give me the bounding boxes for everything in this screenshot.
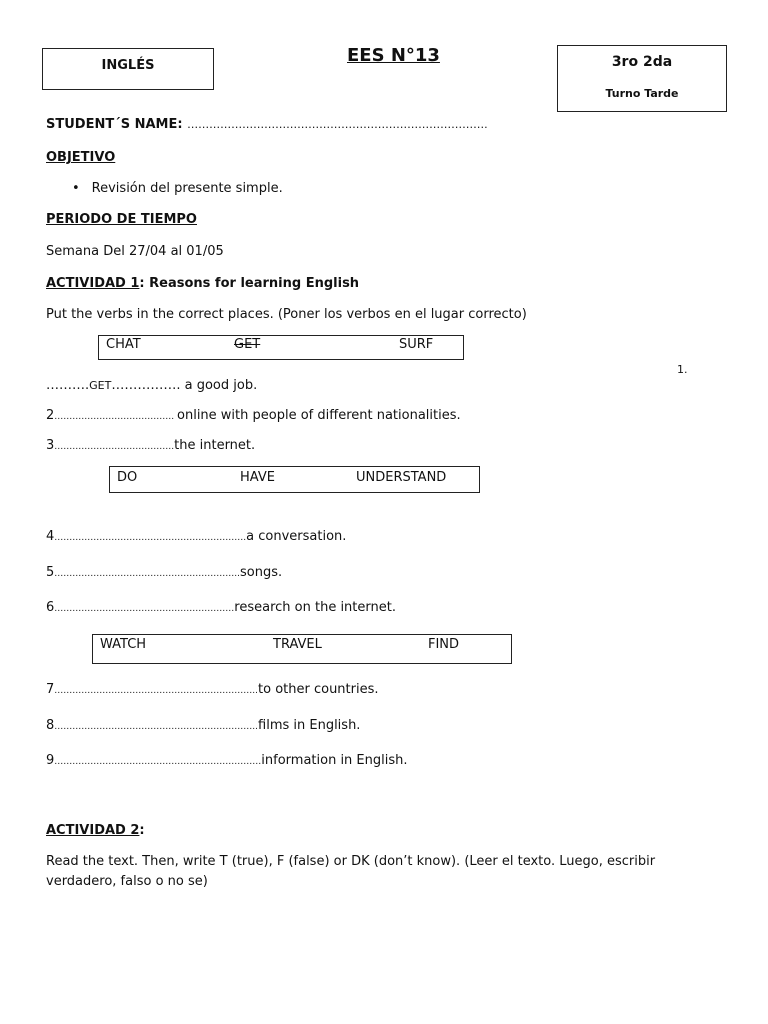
actividad2-instruction-2: verdadero, falso o no se) — [46, 874, 208, 889]
item-5-text: songs. — [240, 565, 283, 580]
actividad2-colon: : — [139, 823, 145, 838]
word-have: HAVE — [240, 470, 275, 485]
item-8 — [46, 718, 360, 733]
item-9-prefix: 9 — [46, 753, 55, 768]
student-name-dots: ………………………………………………………………………. — [187, 118, 488, 131]
item-6-prefix: 6 — [46, 600, 55, 615]
item-6-text: research on the internet. — [234, 600, 396, 615]
word-do: DO — [117, 470, 138, 485]
actividad2-heading — [46, 823, 145, 838]
item-9 — [46, 753, 408, 768]
item-3-text: the internet. — [174, 438, 256, 453]
item-7-dots: ………………………………………………………….. — [54, 686, 259, 696]
item-5 — [46, 565, 282, 580]
word-find: FIND — [428, 637, 460, 652]
student-name-label: STUDENT´S NAME: — [46, 117, 183, 132]
item-7-text: to other countries. — [258, 682, 379, 697]
item-3-prefix: 3 — [46, 438, 55, 453]
item-6-dots: …………………………………………………… — [54, 604, 235, 614]
bullet-icon: • — [72, 181, 80, 196]
word-understand: UNDERSTAND — [356, 470, 447, 485]
item-3-dots: …………………………………. — [54, 442, 175, 452]
subject-box — [42, 48, 214, 90]
course-box — [557, 45, 727, 112]
item-5-dots: …………………………………………………….. — [54, 569, 241, 579]
item-6 — [46, 600, 396, 615]
actividad1-heading — [46, 276, 359, 291]
item-1 — [46, 378, 257, 393]
item-2-prefix: 2 — [46, 408, 55, 423]
item-4-dots: ………………………………………………………. — [54, 533, 247, 543]
actividad1-rest: : Reasons for learning English — [139, 276, 360, 291]
school-title: EES N°13 — [347, 45, 440, 66]
word-box-1 — [98, 335, 464, 360]
actividad2-title: ACTIVIDAD 2 — [46, 823, 140, 838]
item-4 — [46, 529, 346, 544]
student-name-line — [46, 117, 488, 132]
item-2-dots: …………………………………. — [54, 412, 178, 422]
actividad1-title: ACTIVIDAD 1 — [46, 276, 140, 291]
item-1-text: a good job. — [180, 378, 258, 393]
item-7 — [46, 682, 379, 697]
word-watch: WATCH — [100, 637, 147, 652]
word-surf: SURF — [399, 337, 434, 352]
item-5-prefix: 5 — [46, 565, 55, 580]
item-8-dots: ………………………………………………………….. — [54, 722, 259, 732]
item-7-prefix: 7 — [46, 682, 55, 697]
item-2-text: online with people of different nationalities. — [177, 408, 461, 423]
course-label: 3ro 2da — [611, 54, 673, 70]
word-box-3 — [92, 634, 512, 664]
list-marker-1: 1. — [677, 363, 688, 376]
periodo-title: PERIODO DE TIEMPO — [46, 212, 197, 227]
item-8-prefix: 8 — [46, 718, 55, 733]
item-4-prefix: 4 — [46, 529, 55, 544]
item-1-answer[interactable]: GET — [89, 379, 112, 392]
word-travel: TRAVEL — [273, 637, 322, 652]
objetivo-bullet-text: Revisión del presente simple. — [91, 181, 283, 196]
item-9-dots: …………………………………………………………… — [54, 757, 262, 767]
word-chat: CHAT — [106, 337, 141, 352]
item-2 — [46, 408, 461, 423]
item-9-text: information in English. — [261, 753, 408, 768]
subject-label: INGLÉS — [101, 58, 155, 73]
item-4-text: a conversation. — [246, 529, 347, 544]
objetivo-bullet — [72, 181, 283, 196]
shift-label: Turno Tarde — [605, 87, 679, 100]
item-8-text: films in English. — [258, 718, 361, 733]
actividad1-instruction: Put the verbs in the correct places. (Poner los verbos en el lugar correcto) — [46, 307, 527, 322]
item-1-prefix: ………. — [46, 378, 90, 393]
objetivo-title: OBJETIVO — [46, 150, 116, 165]
item-1-dots: ……………. — [111, 378, 181, 393]
word-box-2 — [109, 466, 480, 493]
item-3 — [46, 438, 255, 453]
word-get: GET — [234, 337, 261, 352]
actividad2-instruction-1: Read the text. Then, write T (true), F (false) or DK (don’t know). (Leer el texto. Luego, escribir — [46, 854, 656, 869]
periodo-text: Semana Del 27/04 al 01/05 — [46, 244, 224, 259]
